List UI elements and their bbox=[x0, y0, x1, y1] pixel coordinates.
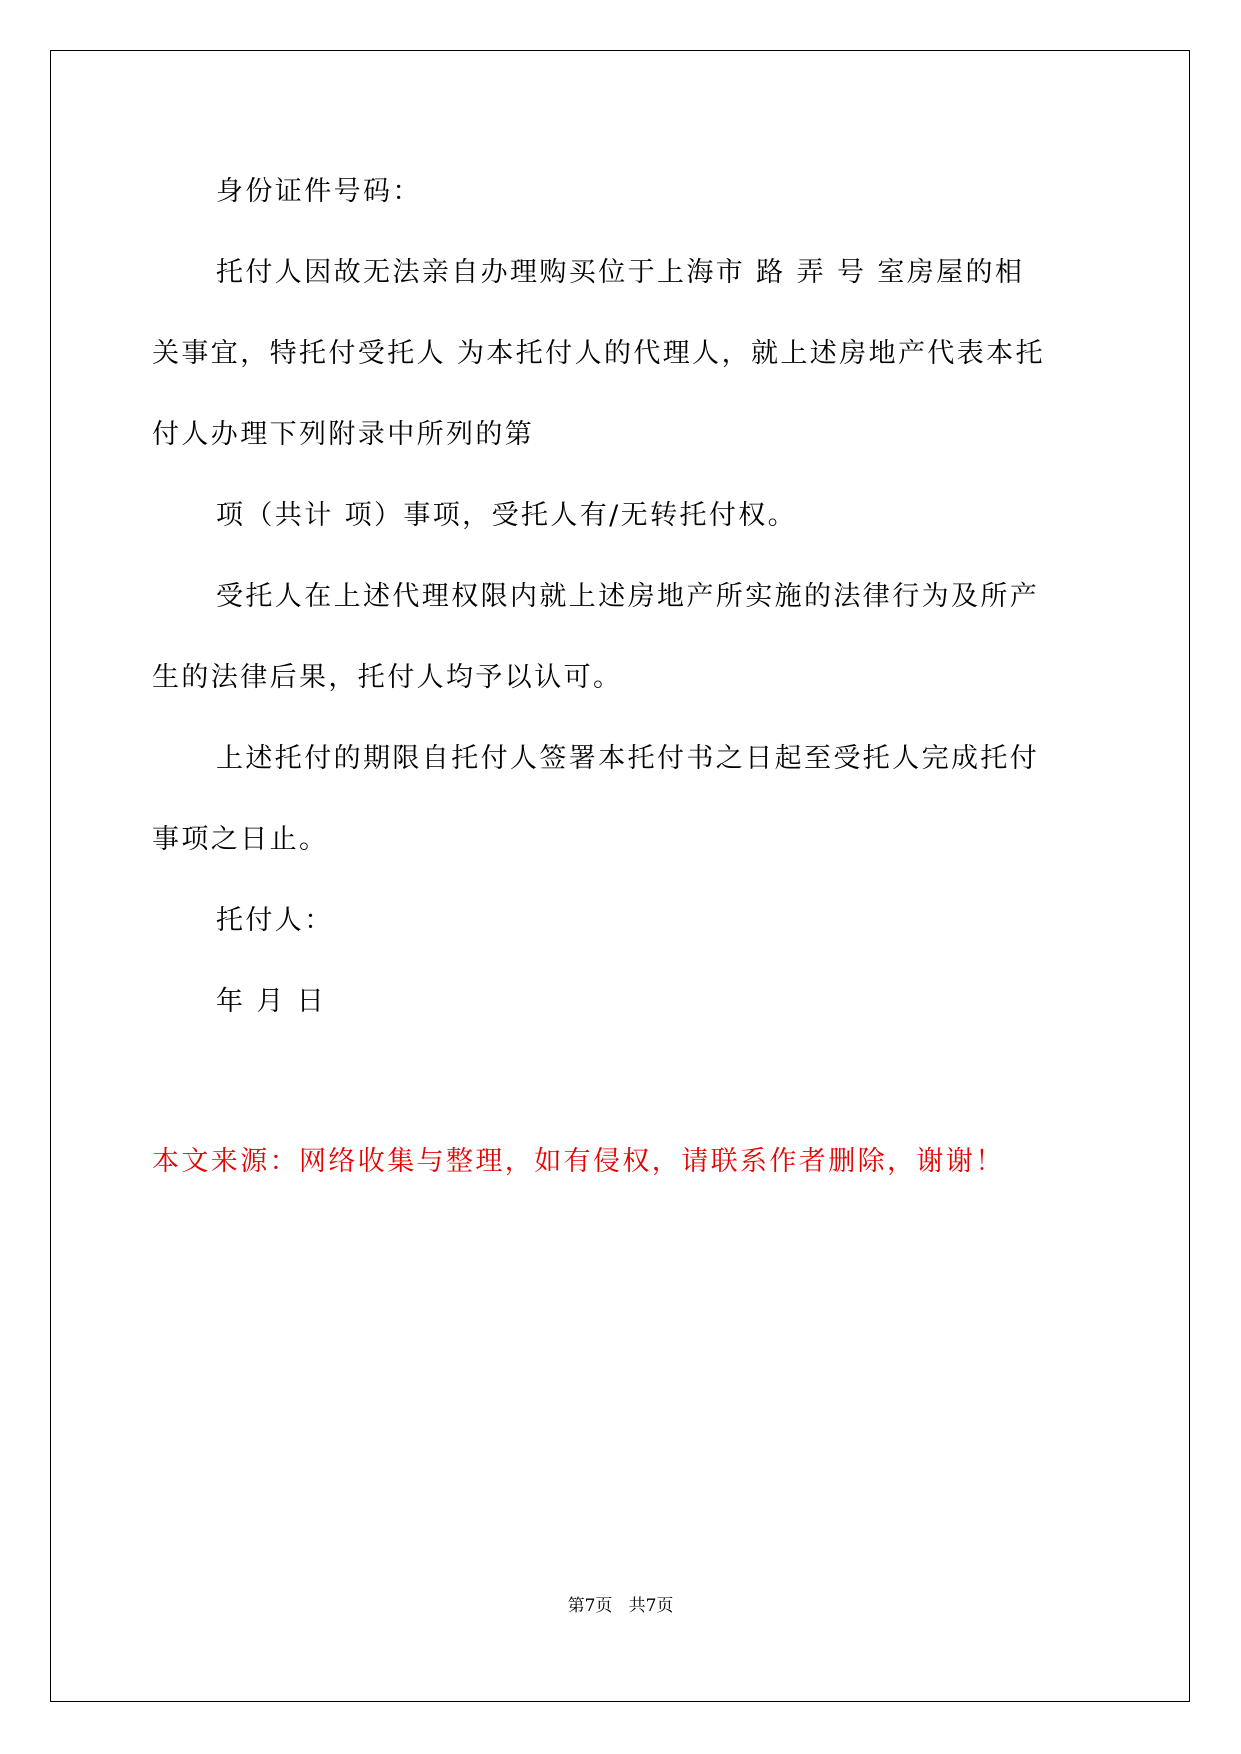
page-number: 第7页 共7页 bbox=[567, 1596, 674, 1616]
paragraph-line: 付人办理下列附录中所列的第 bbox=[152, 419, 535, 450]
paragraph-line: 生的法律后果，托付人均予以认可。 bbox=[152, 662, 623, 693]
paragraph-line: 关事宜，特托付受托人 为本托付人的代理人，就上述房地产代表本托 bbox=[152, 338, 1045, 369]
paragraph-line: 托付人因故无法亲自办理购买位于上海市 路 弄 号 室房屋的相 bbox=[216, 257, 1025, 288]
paragraph-line: 上述托付的期限自托付人签署本托付书之日起至受托人完成托付 bbox=[216, 743, 1040, 774]
paragraph-line: 受托人在上述代理权限内就上述房地产所实施的法律行为及所产 bbox=[216, 581, 1040, 612]
date-line: 年 月 日 bbox=[216, 986, 327, 1017]
source-note: 本文来源：网络收集与整理，如有侵权，请联系作者删除，谢谢！ bbox=[152, 1146, 1005, 1177]
page-frame bbox=[50, 50, 1190, 1702]
paragraph-line: 项（共计 项）事项，受托人有/无转托付权。 bbox=[216, 500, 798, 531]
principal-signature-label: 托付人： bbox=[216, 905, 334, 936]
id-number-label: 身份证件号码： bbox=[216, 176, 422, 207]
paragraph-line: 事项之日止。 bbox=[152, 824, 329, 855]
